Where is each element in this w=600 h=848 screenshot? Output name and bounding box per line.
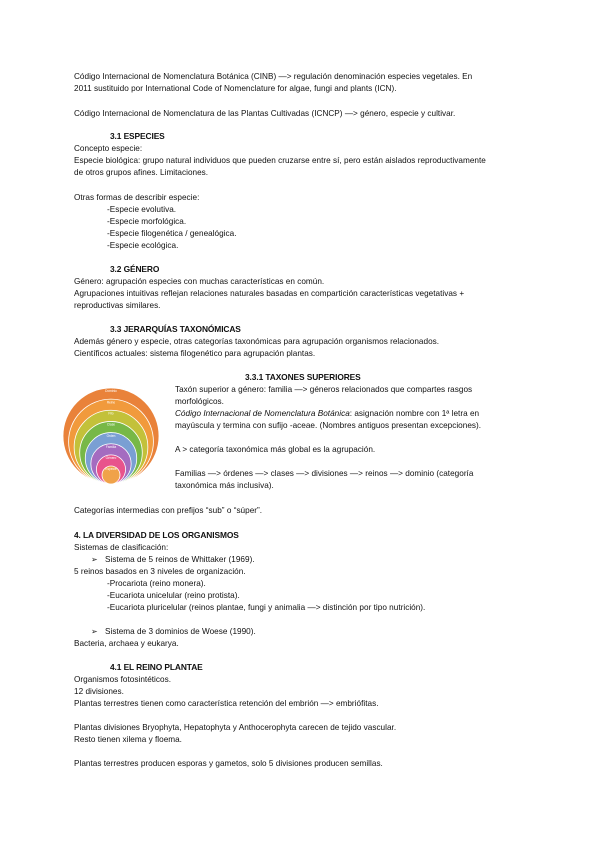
taxon-ring-label: Género (105, 456, 117, 461)
heading-diversidad: 4. LA DIVERSIDAD DE LOS ORGANISMOS (74, 530, 239, 540)
taxonomy-nested-circles-figure (59, 380, 163, 488)
heading-plantae: 4.1 EL REINO PLANTAE (110, 662, 203, 672)
taxones-line-6: Familias —> órdenes —> clases —> divisiones —> reinos —> dominio (categoría (175, 469, 474, 478)
tres-dominios: Bacteria, archaea y eukarya. (74, 639, 179, 648)
list-item: -Especie evolutiva. (107, 205, 177, 214)
jerarquias-line-2: Científicos actuales: sistema filogenético para agrupación plantas. (74, 349, 316, 358)
whittaker-item (91, 554, 255, 565)
cinco-reinos: 5 reinos basados en 3 niveles de organización. (74, 567, 246, 576)
code-rest: : asignación nombre con 1ª letra en (349, 409, 480, 418)
plantae-line-5: Resto tienen xilema y floema. (74, 735, 182, 744)
list-item: -Especie morfológica. (107, 217, 187, 226)
sistemas-clasificacion: Sistemas de clasificación: (74, 543, 169, 552)
list-item: -Especie ecológica. (107, 241, 179, 250)
taxon-ring-label: Reino (106, 400, 116, 405)
genero-line-2: Agrupaciones intuitivas reflejan relaciones naturales basadas en compartición características vegetativas + (74, 289, 465, 298)
taxon-ring-label: Filo (108, 411, 114, 416)
icncp-line: Código Internacional de Nomenclatura de las Plantas Cultivadas (ICNCP) —> género, especie y cultivar. (74, 109, 456, 118)
heading-genero: 3.2 GÉNERO (110, 264, 160, 274)
especie-biologica-1: Especie biológica: grupo natural individuos que pueden cruzarse entre sí, pero están aislados reproductivamente (74, 156, 486, 165)
list-item: -Procariota (reino monera). (107, 579, 206, 588)
list-item: -Especie filogenética / genealógica. (107, 229, 237, 238)
genero-line-1: Género: agrupación especies con muchas características en común. (74, 277, 325, 286)
plantae-line-6: Plantas terrestres producen esporas y gametos, solo 5 divisiones producen semillas. (74, 759, 383, 768)
categorias-intermedias: Categorías intermedias con prefijos “sub” o “súper”. (74, 506, 263, 515)
whittaker-text: Sistema de 5 reinos de Whittaker (1969). (105, 555, 255, 564)
taxones-line-7: taxonómica más inclusiva). (175, 481, 274, 490)
taxones-line-1: Taxón superior a género: familia —> géneros relacionados que compartes rasgos (175, 385, 473, 394)
cinb-line-1: Código Internacional de Nomenclatura Botánica (CINB) —> regulación denominación especies vegetales. En (74, 72, 473, 81)
concepto-especie: Concepto especie: (74, 144, 143, 153)
arrow-bullet-icon: ➢ (91, 627, 98, 636)
taxones-line-2: morfológicos. (175, 397, 224, 406)
woese-item (91, 626, 256, 637)
taxon-ring-label: Clase (106, 422, 116, 427)
taxones-line-3 (175, 408, 479, 419)
heading-especies: 3.1 ESPECIES (110, 131, 165, 141)
especie-biologica-2: de otros grupos afines. Limitaciones. (74, 168, 209, 177)
jerarquias-line-1: Además género y especie, otras categorías taxonómicas para agrupación organismos relacionados. (74, 337, 440, 346)
otras-formas: Otras formas de describir especie: (74, 193, 200, 202)
list-item: -Eucariota unicelular (reino protista). (107, 591, 240, 600)
taxon-ring-label: Orden (106, 433, 116, 438)
plantae-line-2: 12 divisiones. (74, 687, 124, 696)
arrow-bullet-icon: ➢ (91, 555, 98, 564)
taxon-ring-label: Dominio (105, 389, 117, 394)
taxones-line-4: mayúscula y termina con sufijo -aceae. (Nombres antiguos presentan excepciones). (175, 421, 482, 430)
taxones-line-5: A > categoría taxonómica más global es la agrupación. (175, 445, 376, 454)
genero-line-3: reproductivas similares. (74, 301, 161, 310)
plantae-line-3: Plantas terrestres tienen como característica retención del embrión —> embriófitas. (74, 699, 379, 708)
heading-jerarquias: 3.3 JERARQUÍAS TAXONÓMICAS (110, 324, 241, 334)
taxon-ring-label: Familia (105, 444, 117, 449)
taxon-ring-label: Especie (105, 467, 117, 472)
cinb-line-2: 2011 sustituido por International Code of Nomenclature for algae, fungi and plants (ICN). (74, 84, 397, 93)
plantae-line-4: Plantas divisiones Bryophyta, Hepatophyta y Anthocerophyta carecen de tejido vascular. (74, 723, 397, 732)
heading-taxones: 3.3.1 TAXONES SUPERIORES (245, 372, 361, 382)
woese-text: Sistema de 3 dominios de Woese (1990). (105, 627, 256, 636)
plantae-line-1: Organismos fotosintéticos. (74, 675, 171, 684)
code-name-italic: Código Internacional de Nomenclatura Botánica (175, 409, 350, 418)
list-item: -Eucariota pluricelular (reinos plantae, fungi y animalia —> distinción por tipo nutrición). (107, 603, 426, 612)
